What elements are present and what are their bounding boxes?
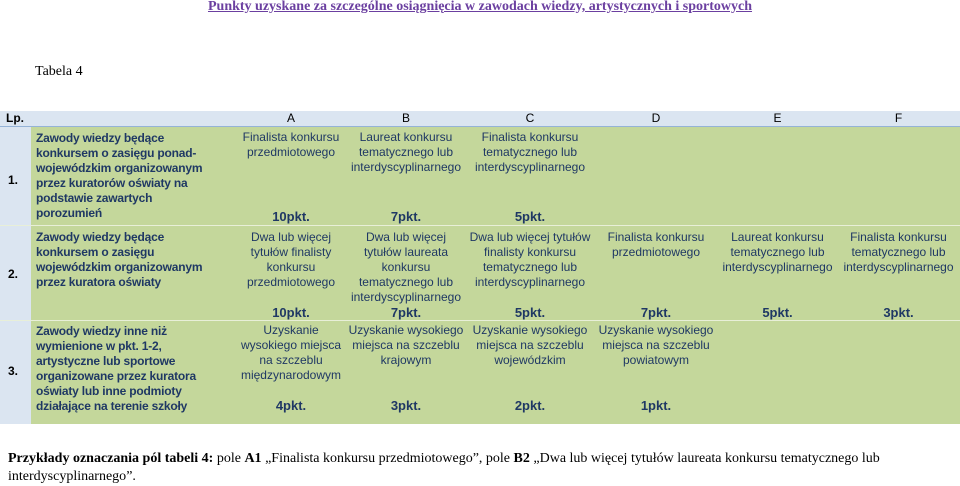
header-col-a: A [236, 111, 346, 127]
example-label: Przykłady oznaczania pól tabeli 4: [8, 451, 214, 466]
example-field-b2: B2 [513, 451, 530, 466]
cell-a1-text: Finalista konkursu przedmiotowego [242, 130, 340, 159]
header-col-d: D [594, 111, 718, 127]
row-number: 1. [8, 173, 19, 187]
cell-c2-text: Dwa lub więcej tytułów finalisty konkursu tematycznego lub interdyscyplinarnego [469, 230, 591, 289]
cell-d2-points: 7pkt. [640, 305, 672, 320]
header-col-b: B [346, 111, 466, 127]
cell-b2-points: 7pkt. [390, 305, 422, 320]
cell-c1-points: 5pkt. [514, 209, 546, 224]
row-number: 3. [8, 364, 19, 378]
cell-d3-text: Uzyskanie wysokiego miejsca na szczeblu powiatowym [598, 323, 714, 367]
row-separator [0, 320, 960, 321]
cell-c3-points: 2pkt. [514, 398, 546, 413]
cell-a1-points: 10pkt. [272, 209, 310, 224]
row-description: Zawody wiedzy będące konkursem o zasięgu ponad- wojewódzkim organizowanym przez kuratorów oświaty na podstawie zawartych porozumień [36, 131, 203, 220]
cell-c2-points: 5pkt. [514, 305, 546, 320]
cell-e2-text: Laureat konkursu tematycznego lub interdyscyplinarnego [722, 230, 833, 274]
cell-b1-points: 7pkt. [390, 209, 422, 224]
cell-e2-points: 5pkt. [762, 305, 793, 320]
header-col-e: E [718, 111, 837, 127]
cell-b3-text: Uzyskanie wysokiego miejsca na szczeblu krajowym [348, 323, 464, 367]
points-table [0, 111, 960, 424]
cell-b1-text: Laureat konkursu tematycznego lub interdyscyplinarnego [350, 130, 462, 174]
cell-d2-text: Finalista konkursu przedmiotowego [607, 230, 705, 259]
cell-a3-points: 4pkt. [275, 398, 307, 413]
row-description: Zawody wiedzy inne niż wymienione w pkt. 1-2, artystyczne lub sportowe organizowane przez kuratora oświaty lub inne podmioty działające na terenie szkoły [36, 324, 196, 413]
cell-a2-points: 10pkt. [272, 305, 310, 320]
header-col-f: F [837, 111, 960, 127]
table-caption: Tabela 4 [35, 64, 83, 79]
row-description: Zawody wiedzy będące konkursem o zasięgu wojewódzkim organizowanym przez kuratora oświaty [36, 230, 203, 289]
row-separator [0, 225, 960, 226]
cell-f2-points: 3pkt. [883, 305, 914, 320]
cell-a2-text: Dwa lub więcej tytułów finalisty konkursu przedmiotowego [246, 230, 336, 289]
example-field-a1: A1 [244, 451, 262, 466]
cell-b2-text: Dwa lub więcej tytułów laureata konkursu tematycznego lub interdyscyplinarnego [350, 230, 462, 304]
cell-b3-points: 3pkt. [390, 398, 422, 413]
example-note: Przykłady oznaczania pól tabeli 4: pole A1 „Finalista konkursu przedmiotowego”, pole B2 „Dwa lub więcej tytułów laureata konkursu tematycznego lub interdyscyplinarnego”. [8, 451, 880, 484]
header-lp: Lp. [0, 111, 236, 127]
cell-f2-text: Finalista konkursu tematycznego lub interdyscyplinarnego [843, 230, 954, 274]
header-col-c: C [466, 111, 594, 127]
cell-d3-points: 1pkt. [640, 398, 672, 413]
page-heading-link[interactable]: Punkty uzyskane za szczególne osiągnięcia w zawodach wiedzy, artystycznych i sportowych [207, 0, 753, 14]
row-number: 2. [8, 267, 19, 281]
cell-a3-text: Uzyskanie wysokiego miejsca na szczeblu międzynarodowym [240, 323, 342, 382]
cell-c3-text: Uzyskanie wysokiego miejsca na szczeblu wojewódzkim [472, 323, 588, 367]
cell-c1-text: Finalista konkursu tematycznego lub interdyscyplinarnego [474, 130, 586, 174]
